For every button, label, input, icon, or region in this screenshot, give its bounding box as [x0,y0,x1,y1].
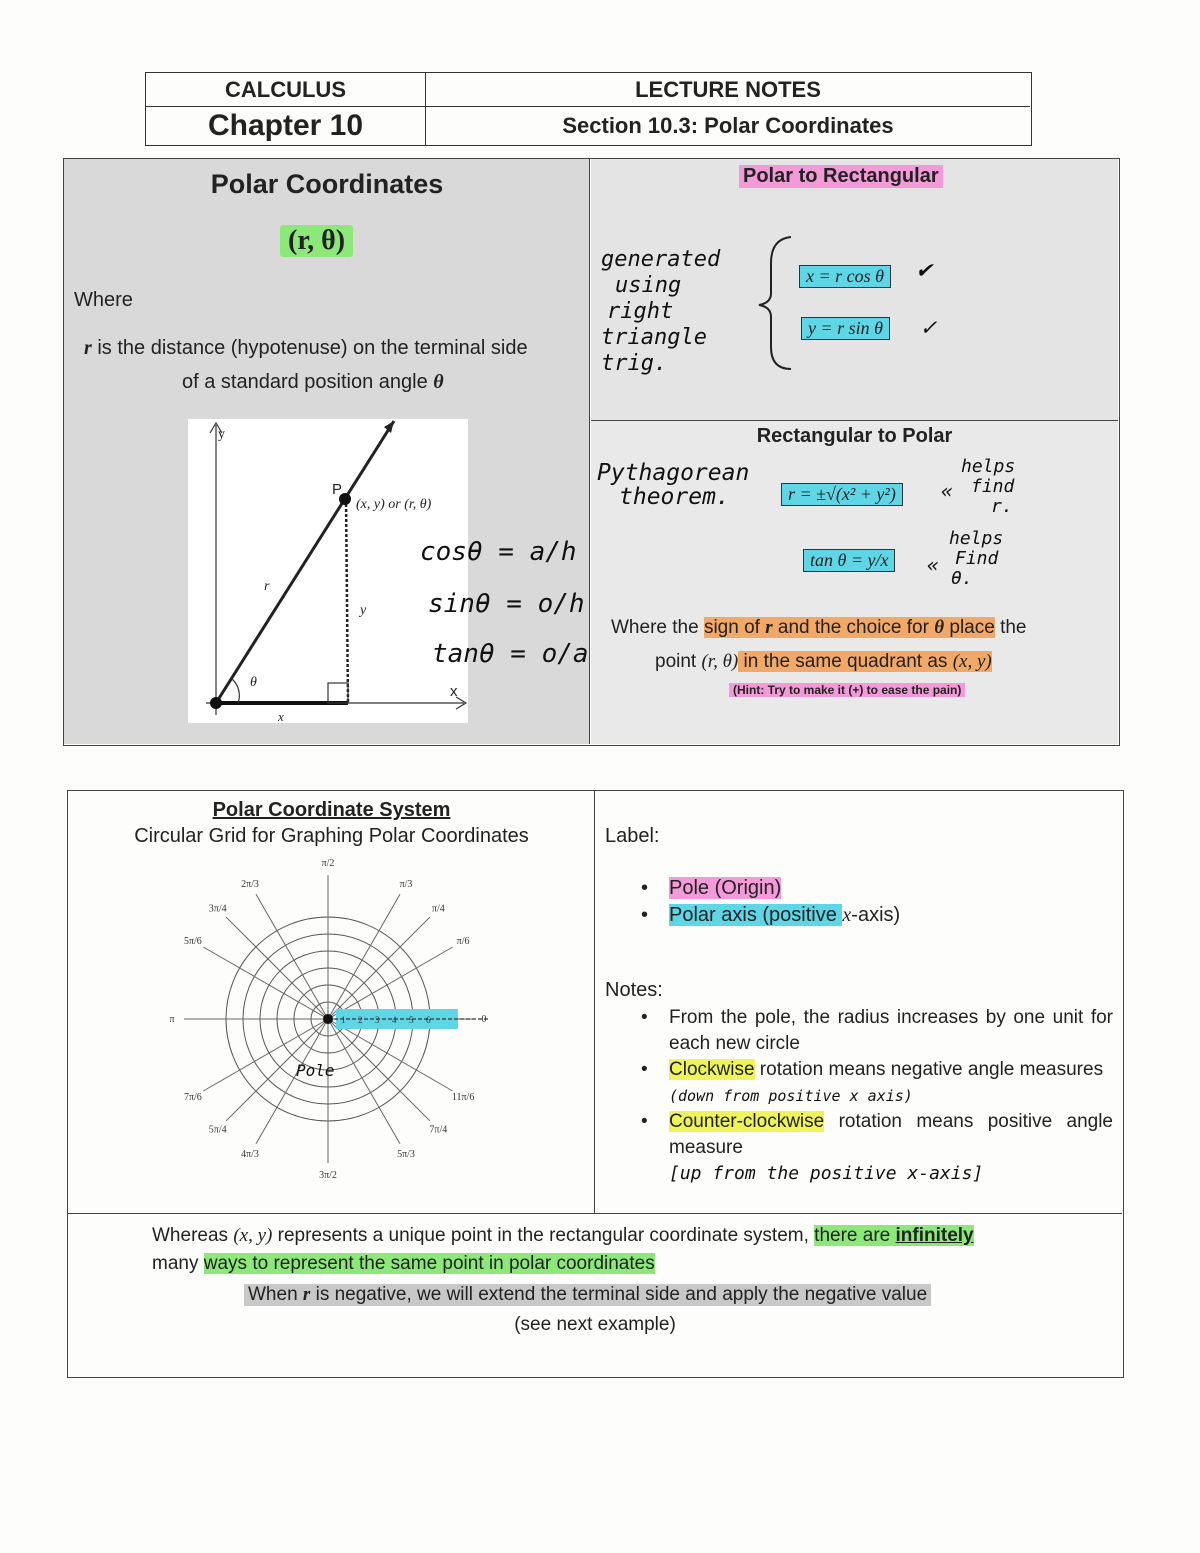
note-clockwise-text: rotation means negative angle measures [754,1059,1104,1080]
hand-pythagorean-note [597,461,749,509]
summary-xy: (x, y) [233,1225,273,1246]
hand-generated-note [601,247,720,377]
grid-ray [328,1019,400,1144]
point-p-label: P [332,481,343,498]
terminal-arrowhead [384,421,394,433]
angle-label: 2π/3 [241,878,259,890]
hand-note-line: trig. [601,351,668,376]
angle-label: 5π/4 [208,1124,227,1136]
polar-grid-svg [158,849,498,1189]
note-clockwise [633,1057,1113,1109]
rect-to-polar-title: Rectangular to Polar [756,425,953,447]
formula-tan: tan θ = y/x [803,549,895,572]
angle-label: π/2 [321,858,335,869]
formula-x: x = r cos θ [799,265,891,288]
header-table [145,72,1032,146]
sign-note-part: place [944,617,995,638]
angle-label: π [169,1014,175,1025]
check-mark-2: ✓ [921,313,936,341]
hand-tan: tanθ = o/a [432,639,589,669]
hand-note-line: using [615,273,682,298]
labels-notes-cell [595,791,1122,1214]
grid-ray [256,1019,328,1144]
arrow-r: « [941,479,954,503]
grid-ray [328,1019,453,1091]
angle-label: π/4 [431,903,445,915]
angle-label: 4π/3 [241,1149,259,1161]
hand-note-line: helps [961,456,1016,477]
point-note-rtheta: (r, θ) [701,651,739,672]
hand-cos: cosθ = a/h [420,537,577,567]
note-clockwise-hand: (down from positive x axis) [669,1087,913,1105]
angle-label: 7π/6 [183,1092,202,1103]
note-radius-text: From the pole, the radius increases by one unit for each new circle [669,1007,1113,1054]
summary-paragraph [152,1222,1112,1278]
y-leg-line [346,499,348,703]
polar-grid-title: Polar Coordinate System [212,799,451,821]
polar-coordinates-title: Polar Coordinates [210,169,444,199]
radius-label: 4 [392,1015,397,1025]
polar-definition-cell [64,159,590,744]
formula-r: r = ±√(x² + y²) [781,483,903,506]
angle-label: 3π/4 [208,903,227,915]
sign-note-line1 [611,617,1027,639]
triangle-svg [188,419,468,723]
label-list [633,875,900,929]
r-definition-text: is the distance (hypotenuse) on the terminal side [91,337,528,359]
note-ccw-text: rotation means positive angle measure [669,1111,1113,1158]
hand-note-line: theorem. [619,484,730,510]
hand-pole-note: Pole [296,1061,335,1080]
grid-ray [203,1019,328,1091]
negative-r-note [244,1284,931,1306]
formula-y: y = r sin θ [801,317,890,340]
note-ccw-word: Counter-clockwise [669,1111,825,1132]
sign-note-r: r [765,617,773,638]
hand-note-line: Pythagorean [597,460,750,486]
summary-highlight-2: ways to represent the same point in polar coordinates [203,1253,655,1274]
polar-notation: (r, θ) [280,225,353,257]
grid-ray [328,917,430,1019]
hand-helps-r [961,457,1015,517]
hand-note-line: generated [601,247,721,272]
summary-cell [68,1214,1122,1376]
sign-note-line2 [655,651,992,673]
point-note-xy: (x, y) [952,651,992,672]
radius-label: 1 [341,1015,346,1025]
hand-note-line: r. [991,496,1013,517]
note-counter-clockwise [633,1109,1113,1187]
terminal-side-line [216,421,394,703]
sign-note-part: the [994,617,1027,638]
summary-text: many [152,1253,204,1274]
check-mark-1: ✔ [917,255,932,283]
negative-text: When [248,1284,303,1305]
point-note-part: in the same quadrant as [738,651,953,672]
grid-ray [328,947,453,1019]
label-polar-axis-text: Polar axis (positive [669,904,843,926]
curly-brace [751,233,801,373]
hand-helps-theta [949,529,1003,589]
top-panel [63,158,1120,746]
hand-note-line: helps [949,528,1004,549]
x-side-label: x [278,709,284,724]
grid-ray [203,947,328,1019]
point-note-part: point [655,651,702,672]
y-axis-label: y [218,427,225,442]
summary-text: represents a unique point in the rectangular coordinate system, [272,1225,815,1246]
radius-label: 5 [409,1015,414,1025]
r-side-label: r [264,579,270,594]
hand-note-line: triangle [601,325,707,350]
grid-ray [256,894,328,1019]
angle-label: π/6 [456,936,470,947]
sign-note-theta: θ [934,617,945,638]
angle-label: 0 [481,1014,487,1025]
doc-type: LECTURE NOTES [426,73,1030,107]
see-next-example: (see next example) [514,1314,676,1335]
theta-arc [232,679,239,703]
point-coords-label: (x, y) or (r, θ) [356,497,432,512]
chapter-title: Chapter 10 [146,107,426,145]
hand-note-line: find [971,476,1015,497]
grid-ray [226,917,328,1019]
theta-symbol: θ [433,371,444,393]
radius-label: 6 [426,1015,431,1025]
r-definition-line1 [84,337,528,360]
negative-r-symbol: r [302,1284,311,1305]
bottom-panel [67,790,1124,1378]
hand-note-line: right [607,299,674,324]
sign-note-part: and the choice for [772,617,935,638]
origin-dot [210,697,222,709]
label-pole-text: Pole (Origin) [669,877,782,899]
rect-to-polar-cell [591,421,1118,744]
sign-note-part: Where the [611,617,704,638]
negative-text-2: is negative, we will extend the terminal side and apply the negative value [310,1284,928,1305]
hand-sin: sinθ = o/h [428,589,585,619]
label-polar-axis-end: -axis) [851,904,901,926]
arrow-theta: « [927,553,940,577]
summary-highlight: there are [814,1225,896,1246]
radius-label: 3 [375,1015,380,1025]
label-heading: Label: [605,825,660,847]
notes-heading: Notes: [605,979,663,1001]
angle-label: 5π/6 [183,936,202,947]
radius-label: 2 [358,1015,363,1025]
angle-label: 5π/3 [397,1149,415,1161]
label-polar-axis [633,902,900,929]
angle-label: 7π/4 [429,1124,448,1136]
summary-text: Whereas [152,1225,234,1246]
y-side-label: y [360,603,367,618]
polar-grid-subtitle: Circular Grid for Graphing Polar Coordinates [134,825,529,847]
where-label: Where [74,289,133,311]
pole-dot [323,1014,333,1024]
grid-ray [328,1019,430,1121]
note-clockwise-word: Clockwise [669,1059,755,1080]
theta-angle-label: θ [250,675,257,690]
r-definition-text2: of a standard position angle [182,371,434,393]
label-polar-axis-x: x [842,904,852,926]
r-symbol: r [84,337,92,359]
hand-note-line: Find [955,548,999,569]
note-ccw-hand: [up from the positive x-axis] [669,1163,984,1184]
polar-to-rect-title: Polar to Rectangular [739,165,943,188]
polar-to-rect-cell [591,159,1118,421]
x-axis-label: x [450,683,458,700]
label-pole [633,875,900,902]
angle-label: 11π/6 [451,1092,475,1103]
r-definition-line2 [182,371,444,394]
summary-infinitely: infinitely [895,1225,974,1246]
course-name: CALCULUS [146,73,426,107]
polar-grid-cell [68,791,595,1214]
note-radius [633,1005,1113,1057]
angle-label: 3π/2 [319,1170,337,1181]
section-title: Section 10.3: Polar Coordinates [562,113,894,138]
sign-note-part: sign of [703,617,766,638]
grid-ray [328,894,400,1019]
notes-list [633,1005,1113,1187]
right-triangle-diagram [188,419,468,723]
angle-label: π/3 [399,878,413,890]
hand-note-line: θ. [951,568,973,589]
right-angle-mark [328,683,348,703]
hint-text: (Hint: Try to make it (+) to ease the pain) [729,683,965,697]
